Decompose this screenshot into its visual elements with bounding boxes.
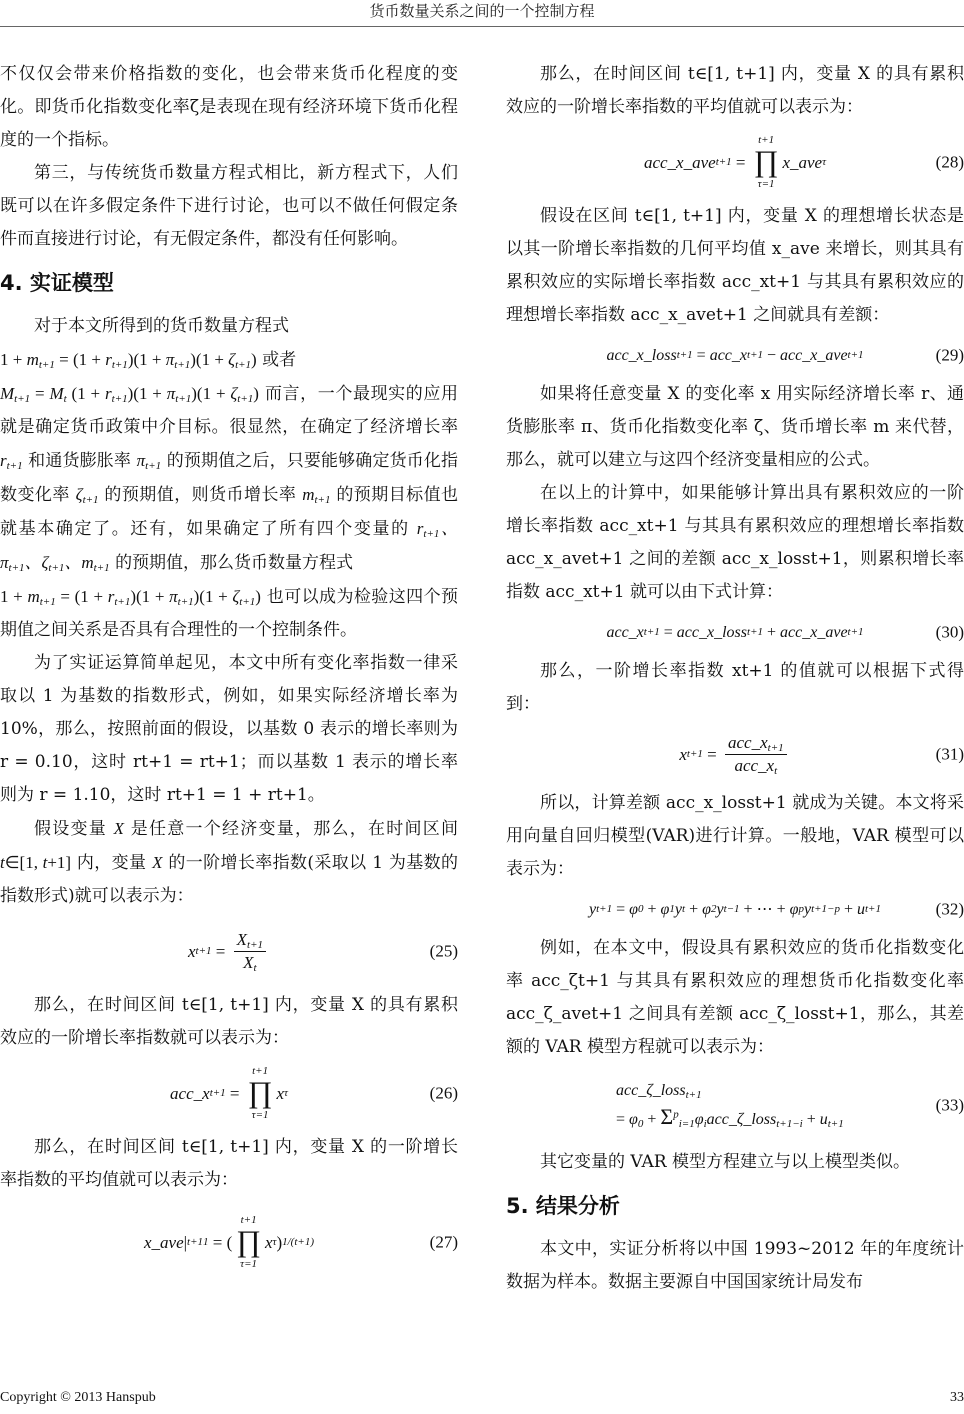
paragraph: 假设在区间 t∈[1, t+1] 内，变量 X 的理想增长状态是以其一阶增长率指数的几何平均值 x_ave 来增长，则其具有累积效应的实际增长率指数 acc_xt+1 与其具有累积效应的理想增长率指数 acc_x_avet+1 之间就具有差额： [506,206,964,325]
paragraph: 其它变量的 VAR 模型方程建立与以上模型类似。 [540,1152,911,1172]
text: 的预期值，则货币增长率 [104,485,297,505]
equation-number: (25) [429,941,458,961]
text: 的预期目标值也就基本确定了。还有，如果确定了所有四个变量的 [0,485,459,539]
equation-number: (33) [935,1095,964,1115]
paragraph: 例如，在本文中，假设具有累积效应的货币化指数变化率 acc_ζt+1 与其具有累积效应的理想货币化指数变化率 acc_ζ_avet+1 之间具有差额 acc_ζ_losst+1，那么，其差额的 VAR 模型方程就可以表示为： [506,938,964,1057]
page-footer [0,1390,964,1406]
text: 也可以成为检验这四个预期值之间关系是否具有合理性的一个控制条件。 [0,587,458,640]
copyright: Copyright © 2013 Hanspub [0,1390,156,1405]
formula: $\zeta_{t+1}$ [75,485,99,506]
section-heading: 4. 实证模型 [0,271,114,295]
text: 的预期值，那么货币数量方程式 [115,553,354,573]
formula: $1 + m_{t+1} = (1 + r_{t+1})(1 + \pi_{t+1})(1 + \zeta_{t+1})$ [0,350,257,371]
equation-28: acc _ x _ ave t+1 = t+1 ∏ τ=1 x _ ave τ (28) [643,134,964,190]
text: 的一阶增长率指数(采取以 1 为基数的指数形式)就可以表示为： [0,853,458,906]
formula: $M_{t+1} = M_t$ $(1 + r_{t+1})(1 + \pi_{t+1})(1 + \zeta_{t+1})$ [0,384,259,405]
text: 而言，一个最现实的应用就是确定货币政策中介目标。很显然，在确定了经济增长率 [0,384,458,437]
formula: $m_{t+1}$ [302,485,331,506]
paragraph: 那么，一阶增长率指数 xt+1 的值就可以根据下式得到： [506,661,964,714]
equation-30: acc _ x t+1 = acc _ x _ loss t+1 + acc _ x _ ave t+1 (30) [506,609,964,655]
formula: $r_{t+1}$、$\pi_{t+1}$、$\zeta_{t+1}$、$m_{t+1}$ [0,519,459,574]
text: 对于本文所得到的货币数量方程式 [34,316,289,336]
paragraph: 为了实证运算简单起见，本文中所有变化率指数一律采取以 1 为基数的指数形式，例如，如果实际经济增长率为 10%，那么，按照前面的假设，以基数 0 表示的增长率则为 r = 0.10，这时 rt+1 = rt+1；而以基数 1 表示的增长率则为 r = 1.10，这时 rt+1 = 1 + rt+1。 [0,653,458,805]
equation-31: x t+1 = $\frac{acc\_x_{t+1}}{acc\_x_t}$ (31) [679,732,964,777]
text: 或者 [262,350,297,370]
paragraph: 第三，与传统货币数量方程式相比，新方程式下，人们既可以在许多假定条件下进行讨论，也可以不做任何假定条件而直接进行讨论，有无假定条件，都没有任何影响。 [0,163,458,249]
left-column [0,58,458,1287]
equation-number: (27) [429,1232,458,1252]
equation-26: acc _ x t+1 = t+1 ∏ τ=1 x τ (26) [170,1065,458,1121]
formula: $\pi_{t+1}$ [136,451,162,472]
paragraph: 如果将任意变量 X 的变化率 x 用实际经济增长率 r、通货膨胀率 π、货币化指数变化率 ζ、货币增长率 m 来代替，那么，就可以建立与这四个经济变量相应的公式。 [506,384,964,470]
equation-number: (28) [935,152,964,172]
paragraph: 本文中，实证分析将以中国 1993~2012 年的年度统计数据为样本。数据主要源自中国国家统计局发布 [506,1239,964,1292]
equation-29: acc _ x _ loss t+1 = acc _ x t+1 − acc _ x _ ave t+1 (29) [506,332,964,378]
page-number: 33 [950,1390,964,1405]
paragraph: 所以，计算差额 acc_x_losst+1 就成为关键。本文将采用向量自回归模型(VAR)进行计算。一般地，VAR 模型可以表示为： [506,793,964,879]
text: 和通货膨胀率 [28,451,132,471]
paragraph: 那么，在时间区间 t∈[1, t+1] 内，变量 X 的具有累积效应的一阶增长率指数的平均值就可以表示为： [506,64,964,117]
paragraph: 假设变量 X 是任意一个经济变量，那么，在时间区间 t∈[1, t+1] 内，变量 X 的一阶增长率指数(采取以 1 为基数的指数形式)就可以表示为： [0,819,459,906]
running-header: 货币数量关系之间的一个控制方程 [369,2,595,20]
equation-33: acc_ζ_loss$_{t+1}$ = $\varphi_0$ + $\Sigma^p_{i=1}\varphi_iacc\_\zeta\_loss_{t+1-i} + u_{t+1}$ (33) [616,1081,964,1130]
equation-number: (31) [935,744,964,764]
paragraph [0,310,458,647]
paragraph: 那么，在时间区间 t∈[1, t+1] 内，变量 X 的一阶增长率指数的平均值就可以表示为： [0,1137,458,1190]
text: 假设变量 [34,819,108,839]
text: 是任意一个经济变量，那么，在时间区间 [130,819,459,839]
equation-number: (29) [935,345,964,365]
paragraph: 在以上的计算中，如果能够计算出具有累积效应的一阶增长率指数 acc_xt+1 与其具有累积效应的理想增长率指数 acc_x_avet+1 之间的差额 acc_x_losst+1，则累积增长率指数 acc_xt+1 就可以由下式计算： [506,483,964,602]
section-heading: 5. 结果分析 [506,1194,620,1218]
equation-number: (26) [429,1083,458,1103]
equation-number: (30) [935,622,964,642]
text: 内，变量 [76,853,147,873]
header-rule [0,26,964,27]
equation-25: x t+1 = $\frac{X_{t+1}}{X_t}$ (25) [188,929,458,974]
formula: $1 + m_{t+1} = (1 + r_{t+1})(1 + \pi_{t+1})(1 + \zeta_{t+1})$ [0,587,261,608]
equation-27: x _ ave | t+1 1 = ( t+1 ∏ τ=1 x τ ) 1/(t+1) (27) [143,1214,458,1270]
equation-number: (32) [935,899,964,919]
text: 的预期值之后，只要能够确定货币化指数变化率 [0,451,459,505]
equation-32: y t+1 = φ 0 + φ 1 y t + φ 2 y t−1 + ⋯ + φ p y t+1−p + u t+1 (32) [506,886,964,932]
paragraph: 那么，在时间区间 t∈[1, t+1] 内，变量 X 的具有累积效应的一阶增长率指数就可以表示为： [0,995,458,1048]
right-column [506,58,964,1299]
formula: $r_{t+1}$ [0,451,23,472]
paragraph: 不仅仅会带来价格指数的变化，也会带来货币化程度的变化。即货币化指数变化率ζ是表现在现有经济环境下货币化程度的一个指标。 [0,64,458,150]
